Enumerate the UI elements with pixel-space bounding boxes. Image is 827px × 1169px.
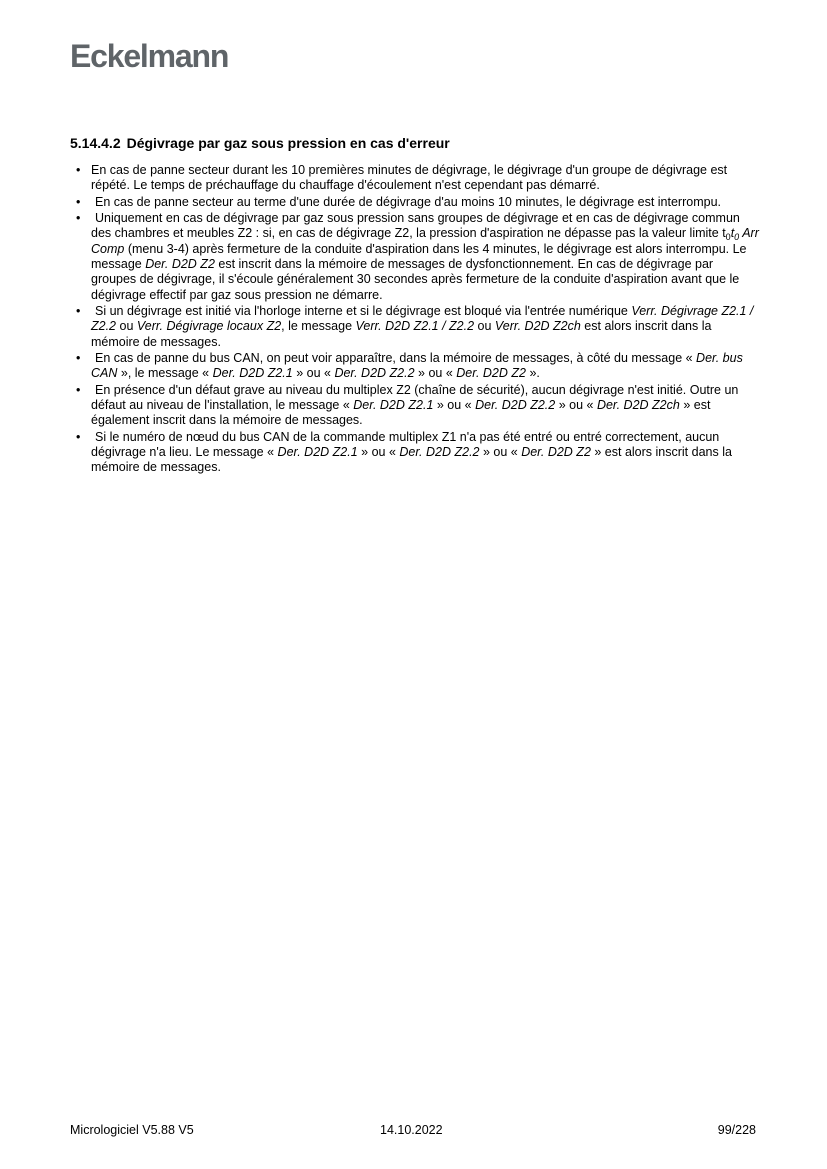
bullet-text: En cas de panne du bus CAN, on peut voir apparaître, dans la mémoire de messages, à côté du message « <box>95 350 697 365</box>
bullet-text: Si le numéro de nœud du bus CAN de la commande multiplex Z1 n'a pas été entré ou entré correctement, aucun dégivrage n'a lieu. Le message « <box>91 429 720 459</box>
bullet-text: (menu 3-4) après fermeture de la conduite d'aspiration dans les 4 minutes, le dégivrage est alors interrompu. Le message <box>91 241 747 271</box>
list-item <box>70 163 760 194</box>
italic-term: Der. D2D Z2 <box>145 256 215 271</box>
bullet-text: » ou « <box>555 397 597 412</box>
italic-term: Verr. D2D Z2ch <box>494 319 581 334</box>
bullet-text: En cas de panne secteur durant les 10 premières minutes de dégivrage, le dégivrage d'un groupe de dégivrage est répété. Le temps de préchauffage du chauffage d'écoulement n'est cependant pas démarré. <box>91 163 728 193</box>
italic-term: Arr Comp <box>91 226 759 256</box>
company-logo: Eckelmann <box>70 38 229 74</box>
bullet-text: Uniquement en cas de dégivrage par gaz sous pression sans groupes de dégivrage et en cas de dégivrage commun des chambres et meubles Z2 : si, en cas de dégivrage Z2, la pression d'aspiration ne dépasse pas la valeur limite t <box>91 211 740 241</box>
footer-firmware-version: Micrologiciel V5.88 V5 <box>70 1123 194 1137</box>
bullet-icon: • <box>76 211 81 226</box>
section-heading <box>70 135 450 151</box>
italic-term: Der. D2D Z2 <box>521 444 591 459</box>
footer-page-number: 99/228 <box>717 1123 756 1137</box>
bullet-icon: • <box>76 194 81 209</box>
bullet-text: » ou « <box>479 444 522 459</box>
italic-term: Der. D2D Z2.2 <box>334 366 415 381</box>
list-item <box>70 430 760 476</box>
section-title-text: Dégivrage par gaz sous pression en cas d'erreur <box>126 135 450 151</box>
list-item <box>70 195 760 210</box>
italic-term: Der. D2D Z2.2 <box>475 397 556 412</box>
bullet-icon: • <box>76 163 81 177</box>
bullet-text: » est également inscrit dans la mémoire de messages. <box>91 397 711 428</box>
bullet-text: En cas de panne secteur au terme d'une durée de dégivrage d'au moins 10 minutes, le dégivrage est interrompu. <box>95 194 721 209</box>
italic-term: Der. bus CAN <box>91 350 743 381</box>
footer-date: 14.10.2022 <box>380 1123 443 1137</box>
subscript: 0 <box>734 232 740 243</box>
bullet-icon: • <box>76 429 81 444</box>
bullet-text: » ou « <box>292 366 335 381</box>
italic-term: Verr. Dégivrage Z2.1 / Z2.2 <box>91 303 754 334</box>
section-number: 5.14.4.2 <box>70 135 121 151</box>
bullet-text: ». <box>525 366 540 381</box>
italic-term: Der. D2D Z2ch <box>596 397 680 412</box>
bullet-text: ou <box>116 319 137 334</box>
list-item <box>70 211 760 303</box>
subscript: 0 <box>725 232 731 243</box>
bullet-text: » ou « <box>414 366 457 381</box>
italic-term: Der. D2D Z2.1 <box>212 366 293 381</box>
bullet-text: Si un dégivrage est initié via l'horloge interne et si le dégivrage est bloqué via l'entrée numérique <box>95 303 632 318</box>
bullet-text: » est alors inscrit dans la mémoire de messages. <box>91 444 732 475</box>
bullet-text: ou <box>474 319 495 334</box>
bullet-icon: • <box>76 303 81 318</box>
italic-term: Der. D2D Z2 <box>456 366 526 381</box>
italic-term: Der. D2D Z2.1 <box>353 397 434 412</box>
bullet-icon: • <box>76 350 81 365</box>
list-item <box>70 304 760 350</box>
italic-term: t <box>730 226 735 241</box>
list-item <box>70 383 760 429</box>
bullet-text: », le message « <box>117 366 213 381</box>
italic-term: Verr. Dégivrage locaux Z2 <box>136 319 282 334</box>
bullet-text: est alors inscrit dans la mémoire de messages. <box>91 319 712 349</box>
bullet-text: , le message <box>281 319 356 334</box>
list-item <box>70 351 760 382</box>
bullet-text: » ou « <box>357 444 400 459</box>
bullet-text: En présence d'un défaut grave au niveau du multiplex Z2 (chaîne de sécurité), aucun dégivrage n'est initié. Outre un défaut au niveau de l'installation, le message « <box>91 382 739 412</box>
italic-term: Der. D2D Z2.1 <box>277 444 358 459</box>
bullet-list <box>70 163 760 477</box>
italic-term: Der. D2D Z2.2 <box>399 444 480 459</box>
bullet-text: est inscrit dans la mémoire de messages de dysfonctionnement. En cas de dégivrage par groupes de dégivrage, il s'écoule généralement 30 secondes après fermeture de la conduite d'aspiration avant que le dégivrage effectif par gaz sous pression ne démarre. <box>91 256 740 302</box>
bullet-text: » ou « <box>433 397 476 412</box>
italic-term: Verr. D2D Z2.1 / Z2.2 <box>355 319 475 334</box>
bullet-icon: • <box>76 382 81 397</box>
